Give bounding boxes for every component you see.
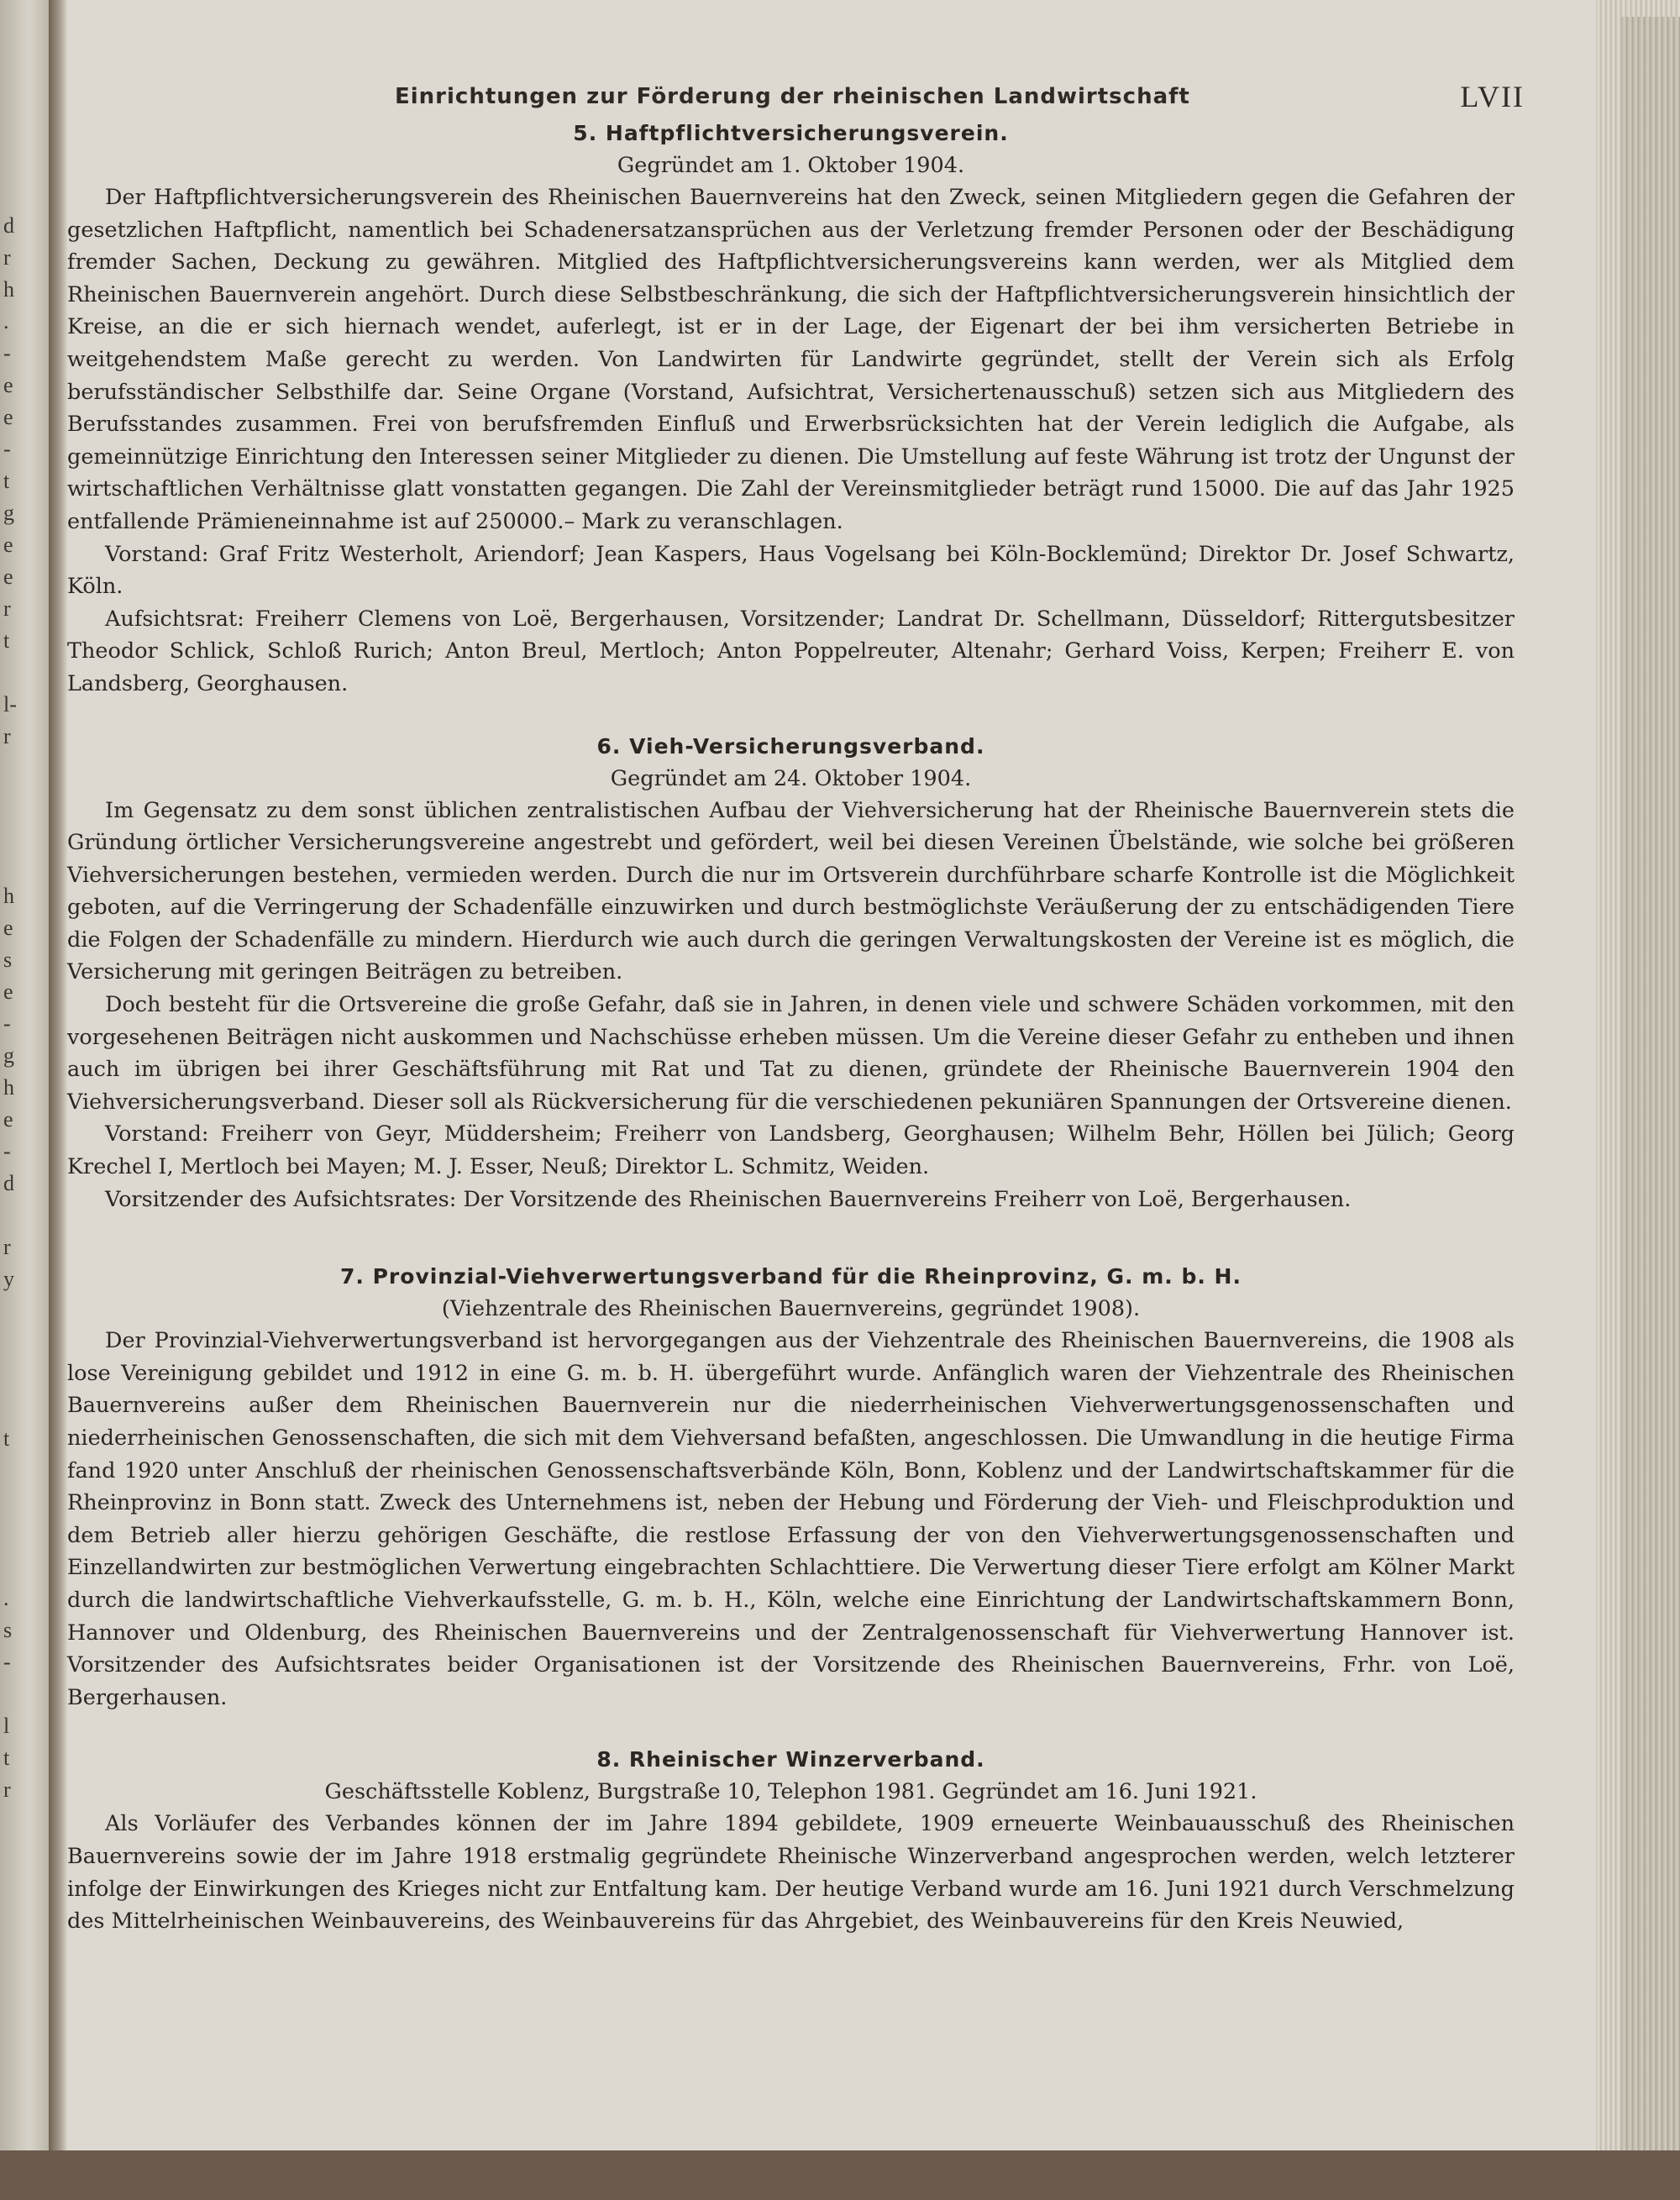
section-8 [67,1744,1515,1937]
section-5 [67,118,1515,701]
margin-fragment: t [3,1746,10,1770]
margin-fragment: t [3,628,10,653]
paragraph: Im Gegensatz zu dem sonst üblichen zentralistischen Aufbau der Viehversicherung hat der Rheinische Bauernverein stets die Gründung örtlicher Versicherungsvereine angestrebt und gefördert, weil bei diesen Vereinen Übelstände, wie solche bei größeren Viehversicherungen bestehen, vermieden werden. Durch die nur im Ortsverein durchführbare scharfe Kontrolle ist die Möglichkeit geboten, auf die Verringerung der Schadenfälle einzuwirken und durch bestmöglichste Veräußerung der zu entschädigenden Tiere die Folgen der Schadenfälle zu mindern. Hierdurch wie auch durch die geringen Verwaltungskosten der Vereine ist es möglich, die Versicherung mit geringen Beiträgen zu betreiben. [67,797,1515,985]
margin-fragment: - [3,437,11,461]
paragraph: Doch besteht für die Ortsvereine die große Gefahr, daß sie in Jahren, in denen viele und schwere Schäden vorkommen, mit den vorgesehenen Beiträgen nicht auskommen und Nachschüsse erheben müssen. Um die Vereine dieser Gefahr zu entheben und ihnen auch im übrigen bei ihrer Geschäftsführung mit Rat und Tat zu dienen, gründete der Rheinische Bauernverein 1904 den Viehversicherungsverband. Dieser soll als Rückversicherung für die verschiedenen pekuniären Spannungen der Ortsvereine dienen. [67,992,1515,1115]
paragraph: Aufsichtsrat: Freiherr Clemens von Loë, Bergerhausen, Vorsitzender; Landrat Dr. Schellmann, Düsseldorf; Rittergutsbesitzer Theodor Schlick, Schloß Rurich; Anton Breul, Mertloch; Anton Poppelreuter, Altenahr; Gerhard Voiss, Kerpen; Freiherr E. von Landsberg, Georghausen. [67,606,1515,696]
margin-fragment: e [3,373,13,397]
section-title: 7. Provinzial-Viehverwertungsverband für die Rheinprovinz, G. m. b. H. [340,1264,1242,1289]
section-title: 5. Haftpflichtversicherungsverein. [573,121,1009,145]
section-subtitle: (Viehzentrale des Rheinischen Bauernvereins, gegründet 1908). [441,1296,1141,1322]
running-title: Einrichtungen zur Förderung der rheinischen Landwirtschaft [395,84,1190,109]
margin-fragment: e [3,1107,13,1132]
margin-fragment: d [3,213,14,238]
margin-fragment: l [3,1714,10,1738]
margin-fragment: e [3,405,13,429]
margin-fragment: s [3,948,13,972]
left-margin-fragments [3,210,37,1806]
margin-fragment [3,1327,37,1359]
section-6 [67,731,1515,1216]
margin-fragment [3,753,37,785]
margin-fragment: . [3,309,9,333]
margin-fragment: r [3,724,11,748]
margin-fragment: g [3,1043,14,1068]
page-body [67,118,1515,1938]
margin-fragment: - [3,1139,11,1163]
margin-fragment [3,1487,37,1519]
margin-fragment: d [3,1171,14,1195]
margin-fragment: r [3,245,11,270]
margin-fragment: s [3,1618,13,1642]
book-gutter [49,0,67,2200]
margin-fragment: t [3,469,10,493]
margin-fragment: e [3,564,13,589]
margin-fragment: l- [3,692,17,717]
margin-fragment [3,1200,37,1231]
margin-fragment [3,1455,37,1487]
margin-fragment: - [3,341,11,365]
margin-fragment: e [3,979,13,1004]
margin-fragment: r [3,1235,11,1259]
paragraph: Der Provinzial-Viehverwertungsverband ist hervorgegangen aus der Viehzentrale des Rheinischen Bauernvereins, die 1908 als lose Vereinigung gebildet und 1912 in eine G. m. b. H. übergeführt wurde. Anfänglich waren der Viehzentrale des Rheinischen Bauernvereins außer dem Rheinischen Bauernverein nur die niederrheinischen Viehverwertungsgenossenschaften und niederrheinischen Genossenschaften, die sich mit dem Viehversand befaßten, angeschlossen. Die Umwandlung in die heutige Firma fand 1920 unter Anschluß der rheinischen Genossenschaftsverbände Köln, Bonn, Koblenz und der Landwirtschaftskammer für die Rheinprovinz in Bonn statt. Zweck des Unternehmens ist, neben der Hebung und Förderung der Vieh- und Fleischproduktion und dem Betrieb aller hierzu gehörigen Geschäfte, die restlose Erfassung der von den Viehverwertungsgenossenschaften und Einzellandwirten zur bestmöglichen Verwertung eingebrachten Schlachttiere. Die Verwertung dieser Tiere erfolgt am Kölner Markt durch die landwirtschaftliche Viehverkaufsstelle, G. m. b. H., Köln, welche eine Einrichtung der Landwirtschaftskammern Bonn, Hannover und Oldenburg, des Rheinischen Bauernvereins und der Zentralgenossenschaft für Viehverwertung Hannover ist. Vorsitzender des Aufsichtsrates beider Organisationen ist der Vorsitzende des Rheinischen Bauernvereins, Frhr. von Loë, Bergerhausen. [67,1328,1515,1710]
section-subtitle: Geschäftsstelle Koblenz, Burgstraße 10, Telephon 1981. Gegründet am 16. Juni 1921. [324,1779,1257,1805]
margin-fragment [3,816,37,848]
margin-fragment: t [3,1426,10,1451]
margin-fragment [3,785,37,816]
left-page-edge [0,0,49,2200]
margin-fragment: g [3,501,14,525]
paragraph: Vorstand: Freiherr von Geyr, Müddersheim; Freiherr von Landsberg, Georghausen; Wilhelm Behr, Höllen bei Jülich; Georg Krechel I, Mertloch bei Mayen; M. J. Esser, Neuß; Direktor L. Schmitz, Weiden. [67,1121,1515,1180]
section-subtitle: Gegründet am 24. Oktober 1904. [610,765,972,791]
margin-fragment: . [3,1586,9,1610]
page-stack-edge-inner [1621,17,1680,2167]
paragraph: Der Haftpflichtversicherungsverein des Rheinischen Bauernvereins hat den Zweck, seinen Mitgliedern gegen die Gefahren der gesetzlichen Haftpflicht, namentlich bei Schadenersatzansprüchen aus der Verletzung fremder Personen oder der Beschädigung fremder Sachen, Deckung zu gewähren. Mitglied des Haftpflichtversicherungsvereins kann werden, wer als Mitglied dem Rheinischen Bauernverein angehört. Durch diese Selbstbeschränkung, die sich der Haftpflichtversicherungsverein hinsichtlich der Kreise, an die er sich hiernach wendet, auferlegt, ist er in der Lage, der Eigenart der bei ihm versicherten Betriebe in weitgehendstem Maße gerecht zu werden. Von Landwirten für Landwirte gegründet, stellt der Verein sich als Erfolg berufsständischer Selbsthilfe dar. Seine Organe (Vorstand, Aufsichtrat, Versichertenausschuß) setzen sich aus Mitgliedern des Berufsstandes zusammen. Frei von berufsfremden Einfluß und Erwerbsrücksichten hat der Verein lediglich die Aufgabe, als gemeinnützige Einrichtung den Interessen seiner Mitglieder zu dienen. Die Umstellung auf feste Währung ist trotz der Ungunst der wirtschaftlichen Verhältnisse glatt vonstatten gegangen. Die Zahl der Vereinsmitglieder beträgt rund 15000. Die auf das Jahr 1925 entfallende Prämieneinnahme ist auf 250000.– Mark zu veranschlagen. [67,185,1515,534]
paragraph: Vorsitzender des Aufsichtsrates: Der Vorsitzende des Rheinischen Bauernvereins Freiherr von Loë, Bergerhausen. [105,1186,1352,1212]
margin-fragment: e [3,916,13,940]
section-title: 8. Rheinischer Winzerverband. [596,1747,985,1772]
margin-fragment [3,1391,37,1423]
margin-fragment: e [3,533,13,557]
margin-fragment: - [3,1011,11,1036]
bottom-shadow [0,2150,1680,2200]
paragraph: Vorstand: Graf Fritz Westerholt, Ariendorf; Jean Kaspers, Haus Vogelsang bei Köln-Bocklemünd; Direktor Dr. Josef Schwartz, Köln. [67,541,1515,600]
margin-fragment [3,1551,37,1583]
margin-fragment: r [3,1777,11,1802]
margin-fragment: h [3,1075,14,1100]
margin-fragment: - [3,1650,11,1674]
margin-fragment [3,848,37,880]
margin-fragment [3,1678,37,1710]
margin-fragment [3,1359,37,1391]
margin-fragment: y [3,1267,14,1291]
section-7 [67,1261,1515,1714]
margin-fragment [3,657,37,689]
margin-fragment: r [3,596,11,621]
running-head [395,80,1525,113]
page-number: LVII [1460,80,1525,113]
margin-fragment [3,1295,37,1327]
margin-fragment: h [3,277,14,302]
section-subtitle: Gegründet am 1. Oktober 1904. [617,153,965,178]
paragraph: Als Vorläufer des Verbandes können der im Jahre 1894 gebildete, 1909 erneuerte Weinbauausschuß des Rheinischen Bauernvereins sowie der im Jahre 1918 erstmalig gegründete Rheinische Winzerverband angesprochen werden, welch letzterer infolge der Einwirkungen des Krieges nicht zur Entfaltung kam. Der heutige Verband wurde am 16. Juni 1921 durch Verschmelzung des Mittelrheinischen Weinbauvereins, des Weinbauvereins für das Ahrgebiet, des Weinbauvereins für den Kreis Neuwied, [67,1811,1515,1935]
margin-fragment: h [3,884,14,908]
section-title: 6. Vieh-Versicherungsverband. [596,733,985,759]
margin-fragment [3,1519,37,1551]
